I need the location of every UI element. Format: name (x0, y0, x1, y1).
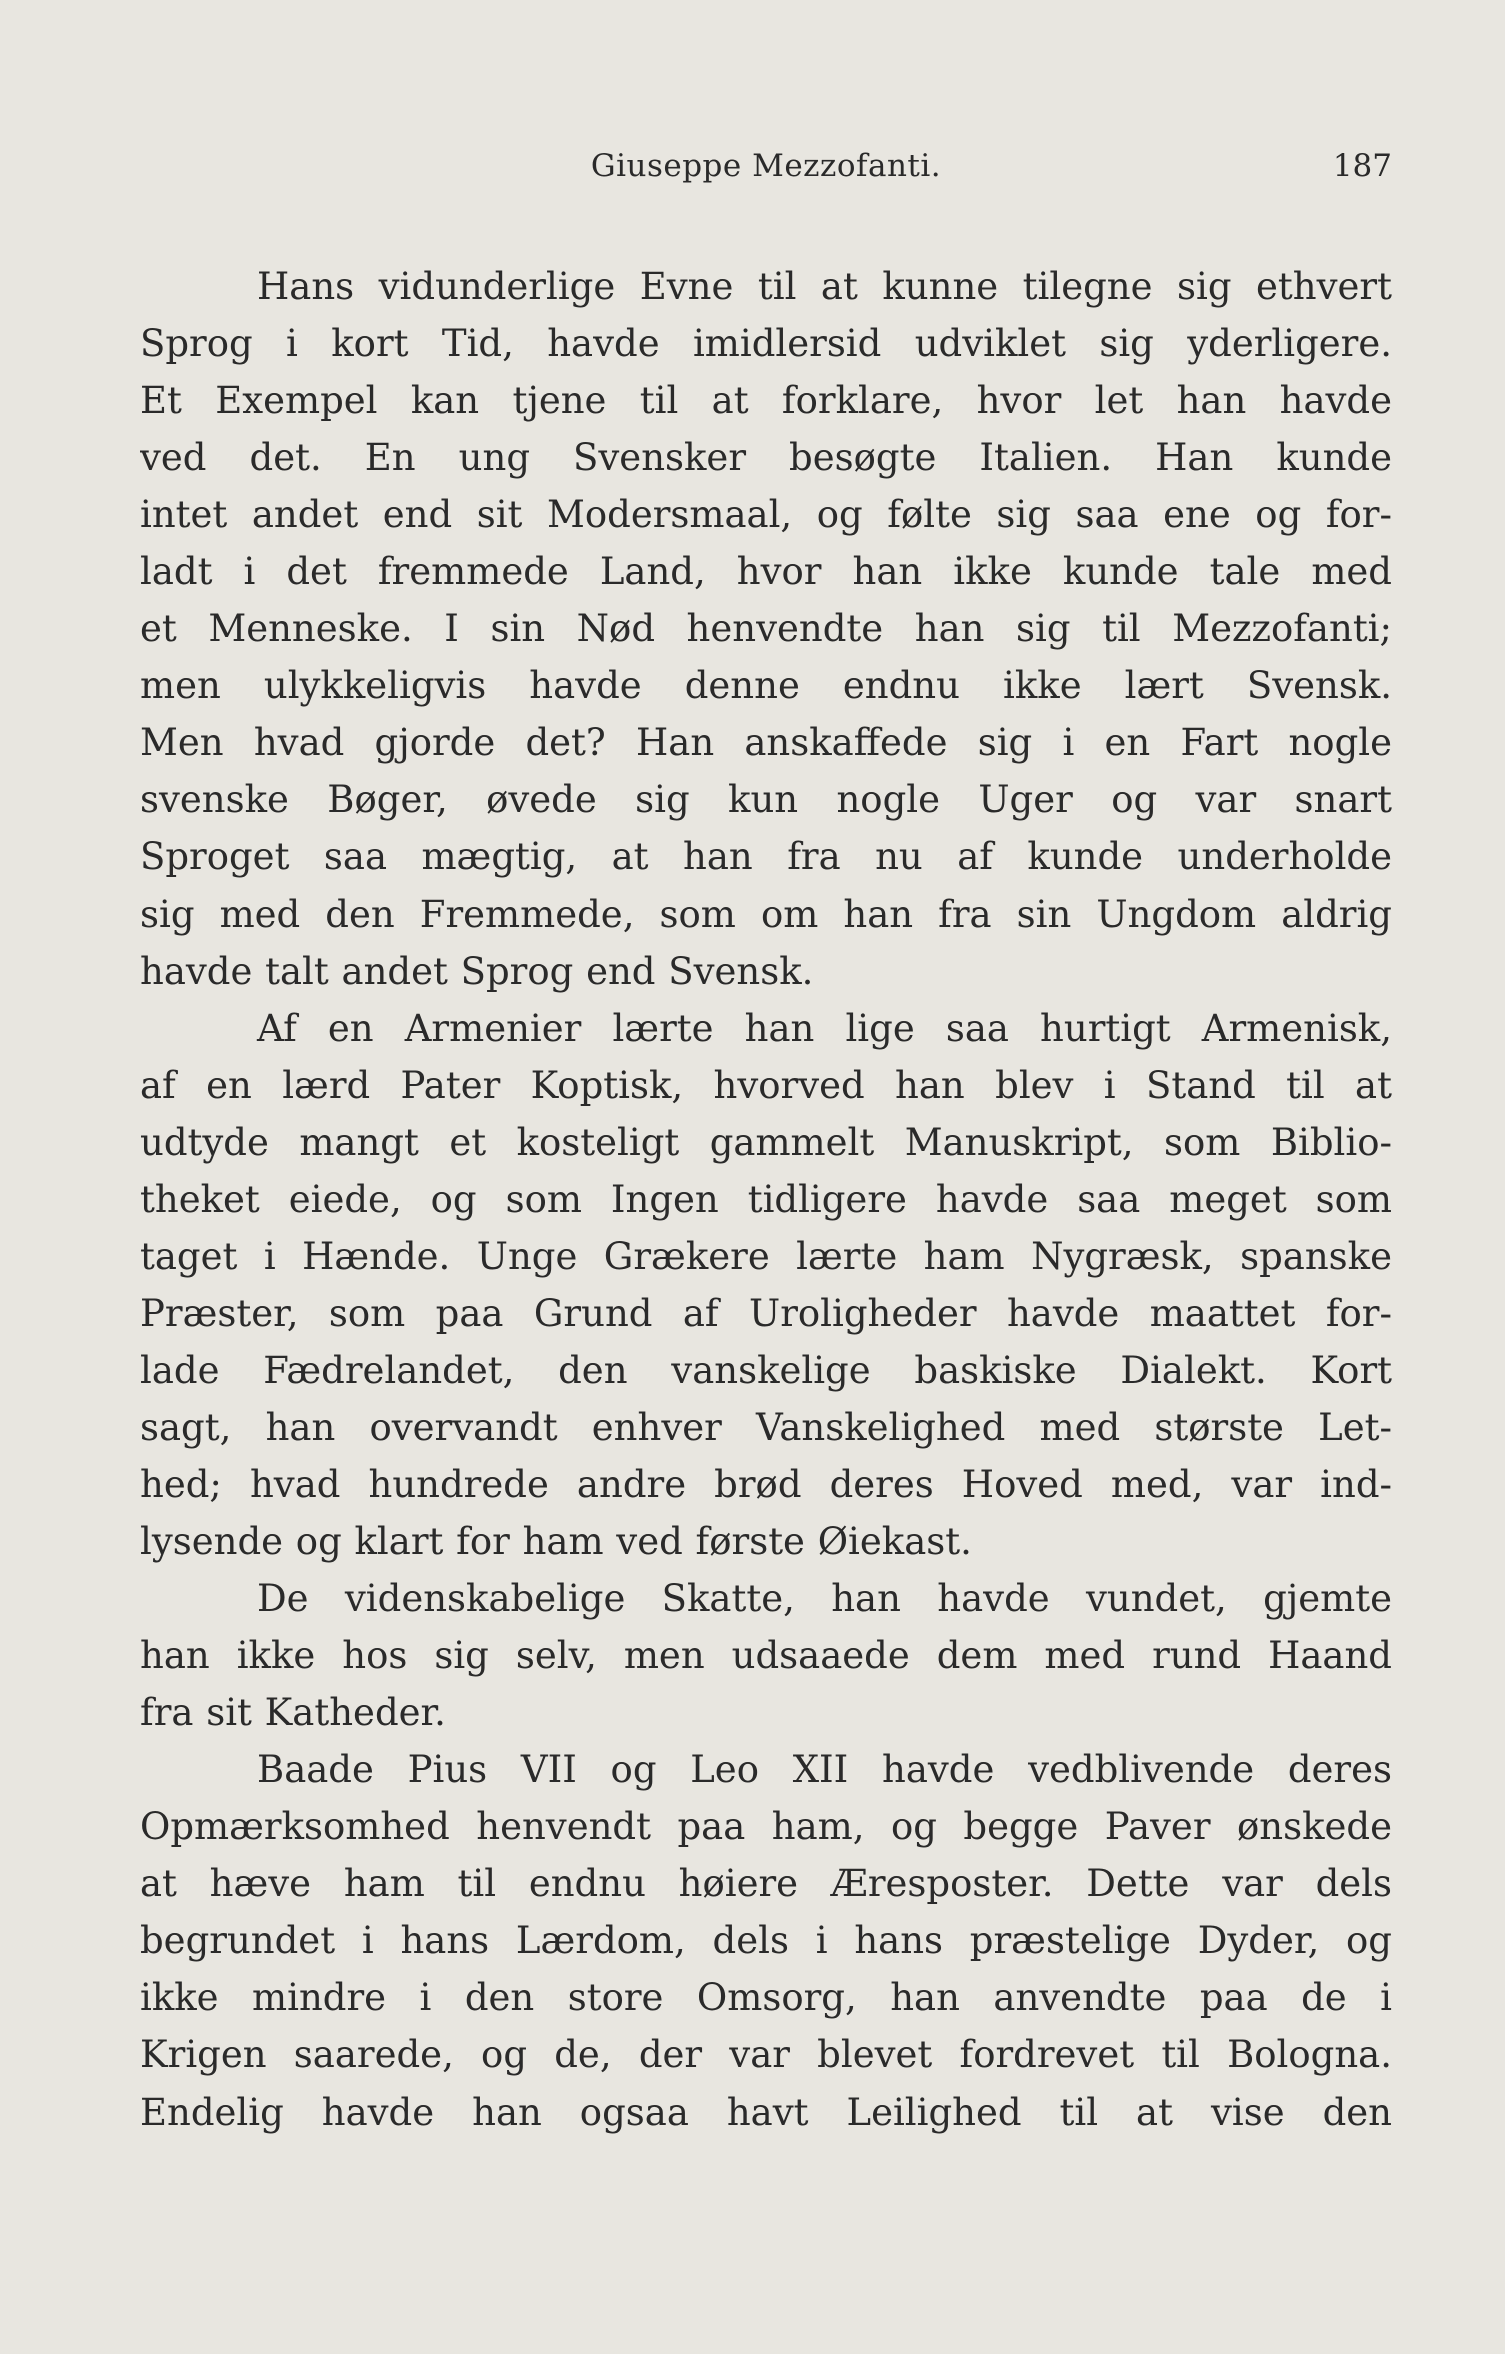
paragraph-line: men ulykkeligvis havde denne endnu ikke lært Svensk. (140, 664, 1392, 708)
paragraph-line: af en lærd Pater Koptisk, hvorved han blev i Stand til at (140, 1063, 1392, 1107)
running-title: Giuseppe Mezzofanti. (590, 148, 942, 184)
paragraph-line: ikke mindre i den store Omsorg, han anvendte paa de i (140, 1976, 1392, 2020)
paragraph-line: Sprog i kort Tid, havde imidlersid udviklet sig yderligere. (140, 322, 1392, 366)
paragraph-line: svenske Bøger, øvede sig kun nogle Uger og var snart (140, 778, 1392, 822)
paragraph-line: Præster, som paa Grund af Uroligheder havde maattet for- (140, 1291, 1392, 1335)
paragraph-line: Men hvad gjorde det? Han anskaffede sig i en Fart nogle (140, 721, 1392, 765)
paragraph-line: lysende og klart for ham ved første Øiekast. (140, 1520, 972, 1564)
paragraph-line: begrundet i hans Lærdom, dels i hans præstelige Dyder, og (140, 1919, 1392, 1963)
paragraph-line: sagt, han overvandt enhver Vanskelighed med største Let- (140, 1405, 1392, 1449)
paragraph-line: Af en Armenier lærte han lige saa hurtigt Armenisk, (257, 1006, 1392, 1050)
paragraph-line: Krigen saarede, og de, der var blevet fordrevet til Bologna. (140, 2033, 1392, 2077)
paragraph-line: udtyde mangt et kosteligt gammelt Manuskript, som Biblio- (140, 1120, 1392, 1164)
paragraph-line: ved det. En ung Svensker besøgte Italien. Han kunde (140, 436, 1392, 480)
paragraph-line: Hans vidunderlige Evne til at kunne tilegne sig ethvert (257, 265, 1392, 308)
paragraph-line: et Menneske. I sin Nød henvendte han sig til Mezzofanti; (140, 607, 1392, 651)
paragraph-line: havde talt andet Sprog end Svensk. (140, 949, 814, 993)
paragraph-line: Baade Pius VII og Leo XII havde vedblivende deres (257, 1748, 1392, 1792)
paragraph-line: Sproget saa mægtig, at han fra nu af kunde underholde (140, 835, 1392, 879)
paragraph-line: at hæve ham til endnu høiere Æresposter. Dette var dels (140, 1862, 1392, 1906)
paragraph-line: hed; hvad hundrede andre brød deres Hoved med, var ind- (140, 1462, 1392, 1506)
body-text (140, 258, 1392, 2141)
running-head (140, 148, 1392, 192)
page-number: 187 (1332, 148, 1392, 184)
paragraph-line: Endelig havde han ogsaa havt Leilighed til at vise den (140, 2090, 1392, 2134)
paragraph-line: intet andet end sit Modersmaal, og følte sig saa ene og for- (140, 493, 1392, 537)
paragraph-line: Opmærksomhed henvendt paa ham, og begge Paver ønskede (140, 1805, 1392, 1849)
paragraph-line: fra sit Katheder. (140, 1691, 446, 1735)
paragraph-line: theket eiede, og som Ingen tidligere havde saa meget som (140, 1177, 1392, 1221)
paragraph-line: Et Exempel kan tjene til at forklare, hvor let han havde (140, 379, 1392, 423)
paragraph-line: ladt i det fremmede Land, hvor han ikke kunde tale med (140, 550, 1392, 594)
paragraph-line: han ikke hos sig selv, men udsaaede dem med rund Haand (140, 1634, 1392, 1678)
paragraph-line: De videnskabelige Skatte, han havde vundet, gjemte (257, 1577, 1392, 1621)
paragraph-line: taget i Hænde. Unge Grækere lærte ham Nygræsk, spanske (140, 1234, 1392, 1278)
paragraph-line: sig med den Fremmede, som om han fra sin Ungdom aldrig (140, 892, 1392, 936)
paragraph-line: lade Fædrelandet, den vanskelige baskiske Dialekt. Kort (140, 1348, 1392, 1392)
